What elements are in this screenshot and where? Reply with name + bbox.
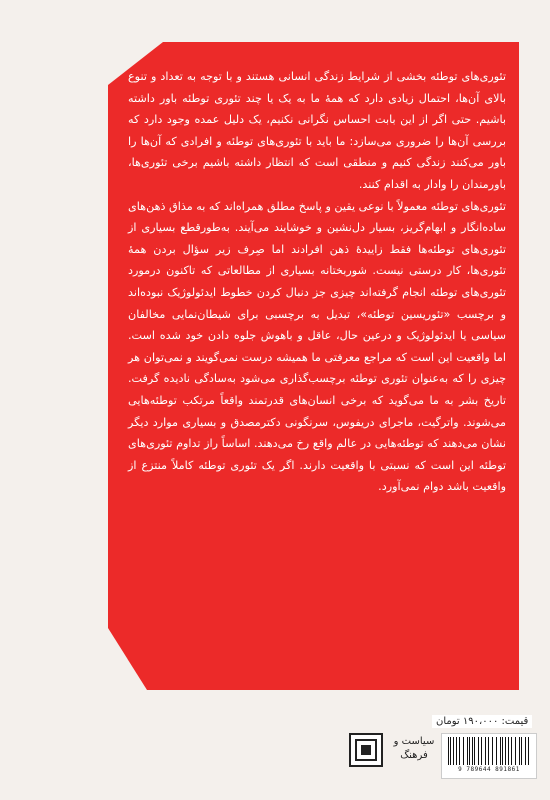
barcode-bar [511,737,512,765]
barcode-bar [515,737,516,765]
barcode-bar [448,737,449,765]
barcode-bar [467,737,468,765]
barcode-bar [456,737,457,765]
barcode-bar [450,737,451,765]
publisher-line-2: فرهنگ [400,750,428,761]
barcode-bar [492,737,493,765]
isbn-barcode [441,733,537,779]
barcode-bar [469,737,470,765]
publisher-name [390,735,438,763]
publisher-logo-icon [349,733,383,767]
barcode-bar [496,737,497,765]
barcode-bar [472,737,473,765]
barcode-bars [446,737,532,765]
barcode-bar [453,737,454,765]
barcode-bar [463,737,464,765]
barcode-bar [485,737,486,765]
barcode-bar [508,737,509,765]
barcode-bar [528,737,529,765]
barcode-bar [478,737,479,765]
barcode-bar [521,737,522,765]
barcode-bar [502,737,503,765]
barcode-bar [500,737,501,765]
publisher-line-1: سیاست و [393,736,435,747]
barcode-bar [505,737,506,765]
barcode-bar [519,737,520,765]
isbn-number: 9 789644 891861 [458,766,520,773]
barcode-bar [459,737,460,765]
barcode-bar [488,737,489,765]
barcode-bar [481,737,482,765]
barcode-bar [525,737,526,765]
barcode-bar [474,737,475,765]
back-cover-blurb [128,66,506,498]
price-label: قیمت: ۱۹۰،۰۰۰ تومان [432,715,532,728]
blurb-paragraph-2: تئوری‌های توطئه معمولاً با نوعی یقین و پاسخ مطلق همراه‌اند که به مذاق ذهن‌های ساده‌انگار و ابهام‌گریز، بسیار دل‌نشین و خوشایند می‌آیند. به‌طورقطع بسیاری از تئوری‌های توطئه‌ها فقط زاییدهٔ ذهن افرادند اما صِرف زیر سؤال بردن همهٔ تئوری‌ها، کار درستی نیست. شوربختانه بسیاری از مطالعاتی که تاکنون درمورد تئوری‌های توطئه انجام گرفته‌اند چیزی جز دنبال کردن خطوط ایدئولوژیک نبوده‌اند و برچسب «تئوریسین توطئه»، تبدیل به برچسبی برای شیطان‌نمایی مخالفان سیاسی یا ایدئولوژیک و درعین حال، عاقل و باهوش جلوه دادن خود شده است. اما واقعیت این است که مراجع معرفتی ما همیشه درست نمی‌گویند و نمی‌توان هر چیزی را که به‌عنوان تئوری توطئه برچسب‌گذاری می‌شود به‌سادگی نادیده گرفت. تاریخ بشر به ما می‌گوید که برخی انسان‌های قدرتمند واقعاً مرتکب توطئه‌هایی می‌شوند. واترگیت، ماجرای دریفوس، سرنگونی دکترمصدق و بسیاری موارد دیگر نشان می‌دهند که توطئه‌هایی در عالم واقع رخ می‌دهند. اساساً راز تداوم تئوری‌های توطئه این است که نسبتی با واقعیت دارند. اگر یک تئوری توطئه کاملاً منتزع از واقعیت باشد دوام نمی‌آورد. [128,199,506,494]
blurb-paragraph-1: تئوری‌های توطئه بخشی از شرایط زندگی انسانی هستند و با توجه به تعداد و تنوع بالای آن‌ها، احتمال زیادی دارد که همهٔ ما به یک یا چند تئوری توطئه باور داشته باشیم. حتی اگر از این بابت احساس نگرانی نکنیم، یک دلیل عمده وجود دارد که بررسی آن‌ها را ضروری می‌سازد: ما باید با تئوری‌های توطئه و افرادی که آن‌ها را باور می‌کنند زندگی کنیم و منطقی است که انتظار داشته باشیم برخی تئوری‌ها، باورمندان را وادار به اقدام کنند. [128,70,506,191]
